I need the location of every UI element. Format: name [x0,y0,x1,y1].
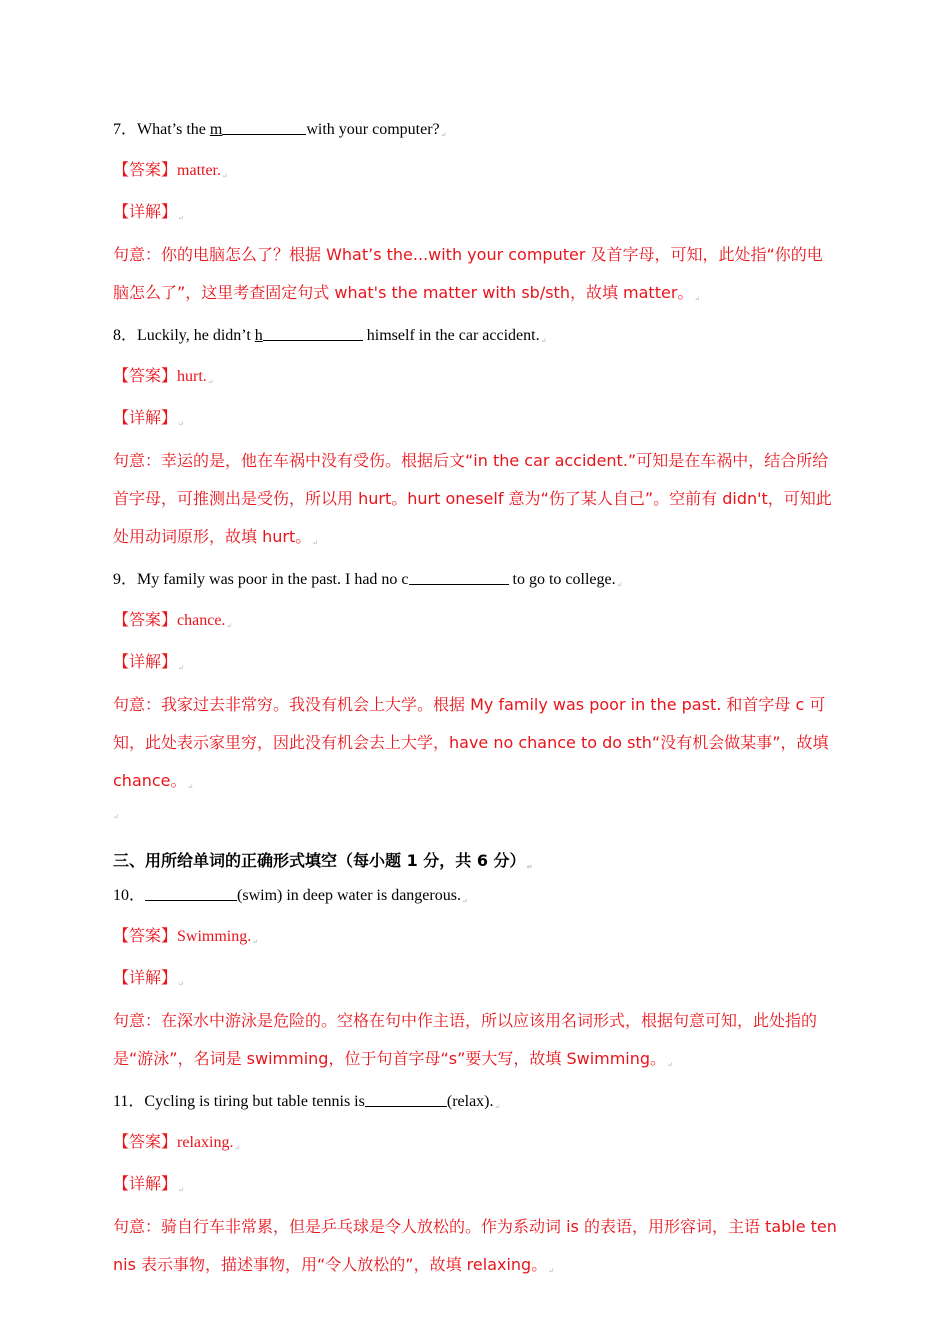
empty-paragraph [113,806,838,828]
answer-blank [409,569,509,585]
answer-text: Swimming. [177,928,252,945]
detail-7 [113,236,838,318]
paragraph-mark: ↵ [178,214,184,222]
question-prefix: My family was poor in the past. I had no c [137,571,409,588]
detail-9 [113,686,838,806]
detail-label: 【详解】 [113,202,178,221]
question-suffix: with your computer? [306,121,440,138]
answer-9 [113,602,838,644]
detail-label-7 [113,194,838,236]
paragraph-mark: ↵ [207,378,214,386]
detail-label-8 [113,400,838,442]
detail-label: 【详解】 [113,1174,178,1193]
answer-11 [113,1124,838,1166]
paragraph-mark: ↵ [694,295,701,303]
section-title-text: 三、用所给单词的正确形式填空（每小题 1 分，共 6 分） [113,851,526,870]
detail-text: 句意：我家过去非常穷。我没有机会上大学。根据 My family was poor in the past. 和首字母 c 可知，此处表示家里穷，因此没有机会去上大学，have no chance to do sth“没有机会做某事”，故填 chance。 [113,695,829,790]
section-title [113,846,838,882]
answer-label: 【答案】 [113,610,178,629]
question-prefix: Cycling is tiring but table tennis is [144,1093,365,1110]
answer-label: 【答案】 [113,1132,178,1151]
paragraph-mark: ↵ [234,1144,241,1152]
detail-label-10 [113,960,838,1002]
question-number: 8． [113,327,138,344]
question-suffix: to go to college. [508,571,616,588]
first-letter: h [254,327,263,344]
paragraph-mark: ↵ [178,980,184,988]
first-letter: m [209,121,223,138]
paragraph-mark: ↵ [187,783,194,791]
document-page [113,112,838,1290]
question-8 [113,322,838,355]
detail-label: 【详解】 [113,408,178,427]
answer-7 [113,152,838,194]
paragraph-mark: ↵ [252,938,259,946]
paragraph-mark: ↵ [312,539,319,547]
paragraph-mark: ↵ [667,1061,673,1069]
paragraph-mark: ↵ [526,863,533,871]
paragraph-mark: ↵ [178,1186,184,1194]
question-number: 11． [113,1093,145,1110]
detail-text: 句意：在深水中游泳是危险的。空格在句中作主语，所以应该用名词形式，根据句意可知，此处指的是“游泳”，名词是 swimming，位于句首字母“s”要大写，故填 Swimming。 [113,1011,818,1068]
answer-8 [113,358,838,400]
answer-10 [113,918,838,960]
paragraph-mark: ↵ [461,897,468,905]
answer-text: relaxing. [177,1134,234,1151]
paragraph-mark: ↵ [113,813,119,821]
question-number: 9． [113,571,138,588]
answer-label: 【答案】 [113,926,178,945]
detail-label-9 [113,644,838,686]
paragraph-mark: ↵ [178,664,184,672]
question-suffix: himself in the car accident. [362,327,540,344]
detail-8 [113,442,838,562]
paragraph-mark: ↵ [548,1267,555,1275]
answer-text: matter. [177,162,221,179]
answer-label: 【答案】 [113,160,178,179]
detail-text: 句意：骑自行车非常累，但是乒乓球是令人放松的。作为系动词 is 的表语，用形容词，主语 table tennis 表示事物，描述事物，用“令人放松的”，故填 relaxing。 [113,1217,837,1274]
paragraph-mark: ↵ [540,337,547,345]
paragraph-mark: ↵ [616,581,623,589]
question-10 [113,882,838,915]
detail-label-11 [113,1166,838,1208]
answer-label: 【答案】 [113,366,178,385]
answer-blank [222,119,306,135]
question-number: 10． [113,887,146,904]
paragraph-mark: ↵ [440,131,447,139]
question-suffix: (relax). [446,1093,494,1110]
detail-11 [113,1208,838,1290]
paragraph-mark: ↵ [222,172,228,180]
detail-label: 【详解】 [113,652,178,671]
answer-blank [365,1091,447,1107]
paragraph-mark: ↵ [494,1103,501,1111]
detail-10 [113,1002,838,1084]
question-number: 7． [113,121,138,138]
answer-blank [263,325,363,341]
answer-text: hurt. [177,368,207,385]
paragraph-mark: ↵ [178,420,184,428]
detail-text: 句意：你的电脑怎么了？根据 What’s the...with your computer 及首字母，可知，此处指“你的电脑怎么了”，这里考查固定句式 what's the matter with sb/sth，故填 matter。 [113,245,823,302]
question-7 [113,116,838,149]
detail-label: 【详解】 [113,968,178,987]
question-9 [113,566,838,599]
question-prefix: What’s the [137,121,210,138]
paragraph-mark: ↵ [226,622,233,630]
question-prefix: Luckily, he didn’t [137,327,255,344]
detail-text: 句意：幸运的是，他在车祸中没有受伤。根据后文“in the car accident.”可知是在车祸中，结合所给首字母，可推测出是受伤，所以用 hurt。hurt oneself 意为“伤了某人自己”。空前有 didn't，可知此处用动词原形，故填 hurt。 [113,451,832,546]
question-suffix: (swim) in deep water is dangerous. [237,887,461,904]
answer-blank [145,885,237,901]
question-11 [113,1088,838,1121]
answer-text: chance. [177,612,226,629]
